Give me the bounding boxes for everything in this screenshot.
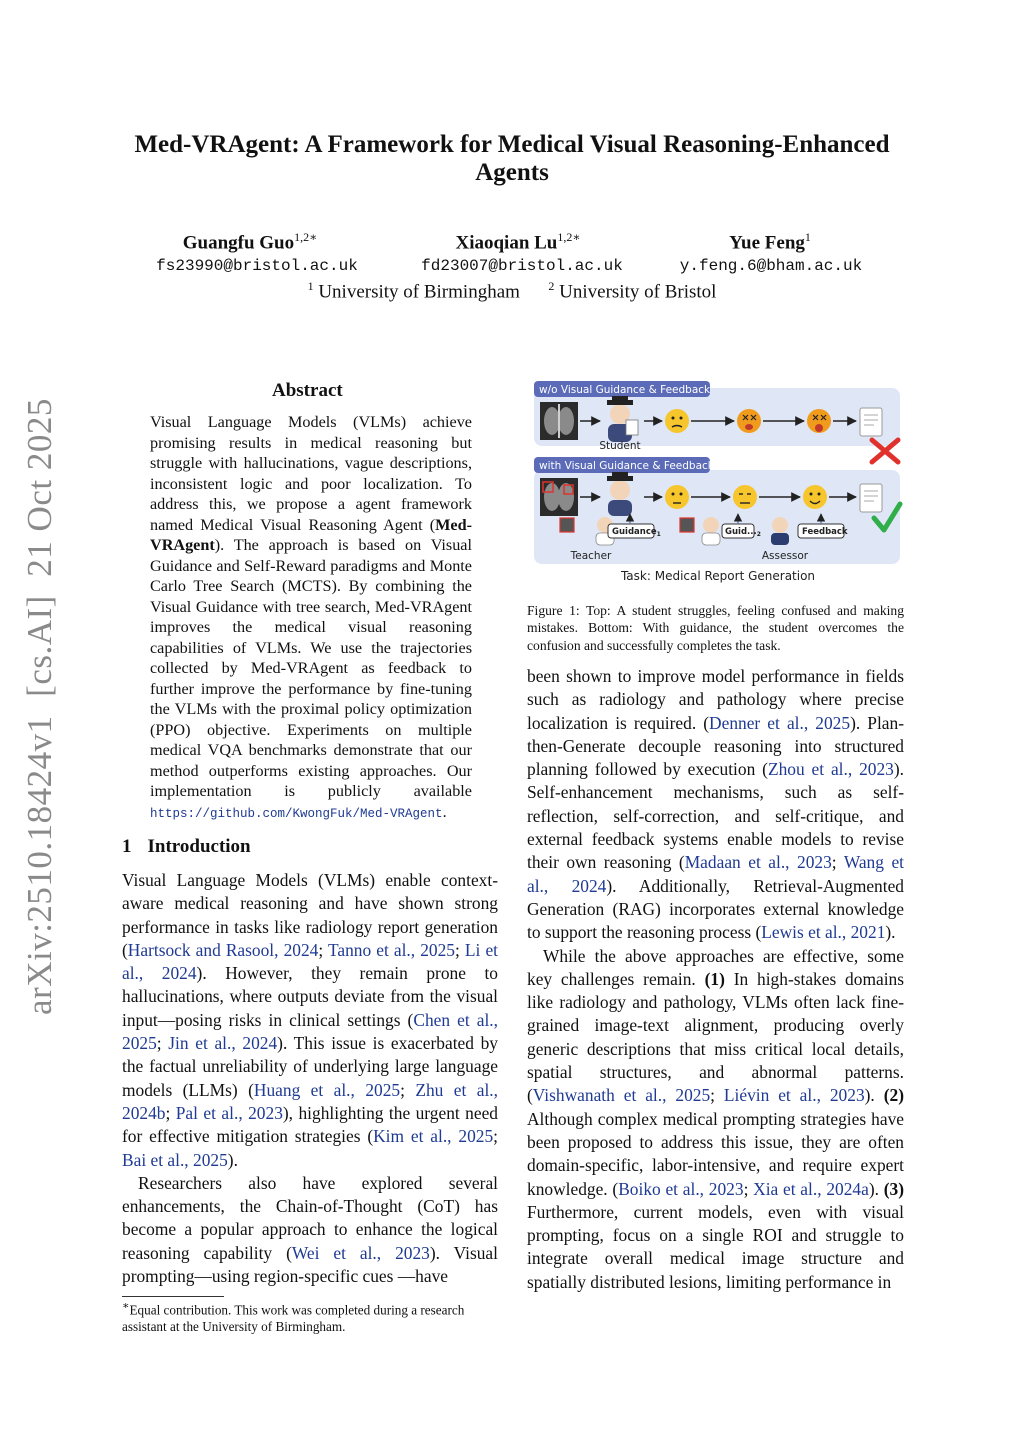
author-2-name bbox=[428, 230, 608, 254]
text-run: ). bbox=[864, 1085, 884, 1106]
author-affil-sup: 1,2∗ bbox=[294, 230, 318, 244]
happy-face-icon bbox=[803, 485, 827, 509]
cite-year: 2025 bbox=[420, 939, 455, 960]
cite-year: 2025 bbox=[815, 712, 851, 733]
cite-year: 2024a bbox=[826, 1178, 869, 1199]
cite-author: Hartsock and Rasool bbox=[127, 939, 275, 960]
abstract-text: ). The approach is based on Visual Guidance and Self-Reward paradigms and Monte Carlo Tree Search (MCTS). By combining the Visual Guidance with tree search, Med-VRAgent improves the medical visual reasoning capabilities of VLMs. We use the trajectories collected by Med-VRAgent as feedback to further improve the performance by fine-tuning the VLMs with the proximal policy optimization (PPO) objective. Experiments on multiple medical VQA benchmarks demonstrate that our method outperforms existing approaches. Our implementation is publicly available bbox=[150, 536, 472, 800]
confused-face-icon bbox=[665, 409, 689, 433]
text-run: ). Additionally, Retrieval-Augmented Generation (RAG) incorporates external knowledge to support the reasoning process ( bbox=[527, 875, 905, 943]
citation-link[interactable]: Jin et al., 2024 bbox=[168, 1033, 278, 1054]
cite-year: 2023 bbox=[797, 852, 832, 873]
citation-link[interactable]: Bai et al., 2025 bbox=[122, 1149, 228, 1170]
citation-link[interactable]: Boiko et al., 2023 bbox=[618, 1178, 744, 1199]
text-run: ). However, they remain prone to hallucinations, where outputs deviate from the visual input—posing risks in clinical settings ( bbox=[122, 963, 498, 1030]
neutral-face-icon bbox=[733, 485, 757, 509]
xray-image bbox=[540, 402, 578, 440]
text-run: While the above approaches are effective, some key challenges remain. bbox=[527, 945, 904, 989]
author-1-email: fs23990@bristol.ac.uk bbox=[156, 257, 358, 275]
section-heading-introduction bbox=[122, 836, 251, 858]
guidance-2-sub: 2 bbox=[756, 531, 761, 538]
footnote-mark: ∗ bbox=[122, 1300, 130, 1312]
cite-year: 2024 bbox=[571, 875, 607, 896]
text-run: ). bbox=[227, 1149, 238, 1170]
teacher-label: Teacher bbox=[570, 550, 612, 562]
text-run: ). Self-enhancement mechanisms, such as self-reflection, self-correction, and self-critique, and external feedback systems enable models to revise their own reasoning ( bbox=[527, 759, 904, 873]
abstract-end: . bbox=[442, 802, 447, 821]
cite-author: Li et al. bbox=[122, 939, 499, 984]
text-run: Furthermore, current models, even with visual prompting, focus on a single ROI and struggle to integrate overall medical image structure and spatially distributed lesions, limiting performance in bbox=[527, 1201, 904, 1292]
abstract-text: Visual Language Models (VLMs) achieve promising results in medical reasoning but struggle with hallucinations, vague descriptions, inconsistent logic and poor localization. To address this, we propose a agent framework named Medical Visual Reasoning Agent ( bbox=[150, 413, 472, 534]
paper-title: Med-VRAgent: A Framework for Medical Visual Reasoning-Enhanced Agents bbox=[134, 131, 890, 186]
cite-author: Wang et al. bbox=[527, 852, 904, 896]
cite-author: Jin et al. bbox=[168, 1033, 232, 1054]
citation-link[interactable]: Chen et al., 2025 bbox=[122, 1009, 498, 1054]
text-run: Researchers also have explored several enhancements, the Chain-of-Thought (CoT) has become a popular approach to enhance the logical reasoning capability ( bbox=[122, 1172, 498, 1263]
author-name-text: Yue Feng bbox=[729, 232, 805, 254]
dizzy-face-icon bbox=[737, 409, 761, 433]
intro-right-column bbox=[527, 665, 904, 1294]
citation-link[interactable]: Zhou et al., 2023 bbox=[767, 759, 894, 780]
cite-year: 2024 bbox=[283, 939, 319, 960]
guidance-2-text: Guid... bbox=[725, 527, 757, 537]
cite-year: 2024b bbox=[122, 1102, 166, 1123]
cite-year: 2025 bbox=[122, 1033, 157, 1054]
author-1-name bbox=[160, 230, 340, 254]
citation-link[interactable]: Vishwanath et al., 2025 bbox=[532, 1085, 711, 1106]
xray-image-annotated bbox=[540, 478, 578, 516]
citation-link[interactable]: Hartsock and Rasool, 2024 bbox=[127, 939, 319, 960]
cite-year: 2025 bbox=[193, 1149, 228, 1170]
citation-link[interactable]: Huang et al., 2025 bbox=[253, 1079, 401, 1100]
cite-author: Madaan et al. bbox=[684, 852, 786, 873]
section-number: 1 bbox=[122, 836, 132, 857]
text-run: ). Plan-then-Generate decouple reasoning into structured planning followed by execution ( bbox=[527, 712, 904, 780]
cite-author: Vishwanath et al. bbox=[532, 1085, 663, 1106]
cite-year: 2025 bbox=[365, 1079, 401, 1100]
challenge-marker: (1) bbox=[704, 968, 725, 989]
report-document-icon bbox=[860, 408, 882, 436]
cite-author: Lewis et al. bbox=[761, 922, 842, 943]
guidance-2-label bbox=[725, 527, 761, 538]
guidance-1-label bbox=[612, 527, 661, 538]
cite-year: 2023 bbox=[859, 759, 894, 780]
cite-year: 2023 bbox=[708, 1178, 744, 1199]
right-paragraph-2: While the above approaches are effective, some key challenges remain. (1) In high-stakes domains like radiology and pathology, VLMs often lack fine-grained image-text alignment, producing overly generic descriptions that miss critical local details, spatial structures, and abnormal patterns. (Vishwanath et al., 2025; Liévin et al., 2023). (2) Although complex medical prompting strategies have been proposed to address this issue, they are often domain-specific, labor-intensive, and require expert knowledge. (Boiko et al., 2023; Xia et al., 2024a). (3) Furthermore, current models, even with visual prompting, focus on a single ROI and struggle to integrate overall medical image structure and spatially distributed lesions, limiting performance in bbox=[527, 945, 905, 1292]
section-title: Introduction bbox=[147, 836, 251, 857]
affil-1-name: University of Birmingham bbox=[318, 281, 520, 303]
figure-task-label: Task: Medical Report Generation bbox=[620, 569, 816, 583]
cite-author: Denner et al. bbox=[709, 712, 804, 733]
cite-author: Bai et al. bbox=[122, 1149, 185, 1170]
abstract-heading: Abstract bbox=[272, 380, 343, 401]
affil-2-sup: 2 bbox=[548, 279, 555, 293]
abstract-body bbox=[150, 412, 472, 824]
top-panel-label: w/o Visual Guidance & Feedback bbox=[539, 384, 711, 396]
text-run: ), highlighting the urgent need for effective mitigation strategies ( bbox=[122, 1102, 498, 1147]
text-run: ). This issue is exacerbated by the factual unreliability of underlying large language models (LLMs) ( bbox=[122, 1033, 498, 1100]
figure-1-caption bbox=[527, 602, 904, 654]
citation-link[interactable]: Denner et al., 2025 bbox=[709, 712, 851, 733]
author-affil-sup: 1,2∗ bbox=[557, 230, 581, 244]
cite-year: 2025 bbox=[458, 1126, 494, 1147]
text-run: ). bbox=[868, 1178, 884, 1199]
author-3-name bbox=[690, 230, 850, 254]
repo-link[interactable]: https://github.com/KwongFuk/Med-VRAgent bbox=[150, 806, 443, 821]
cite-author: Xia et al. bbox=[753, 1178, 818, 1199]
cite-year: 2024 bbox=[161, 963, 197, 984]
citation-link[interactable]: Xia et al., 2024a bbox=[753, 1178, 869, 1199]
guidance-1-sub: 1 bbox=[656, 531, 661, 538]
citation-link[interactable]: Wang et al., 2024 bbox=[527, 852, 904, 896]
cite-author: Kim et al. bbox=[373, 1126, 448, 1147]
text-run: Visual Language Models (VLMs) enable context-aware medical reasoning and have shown strong performance in tasks like radiology report generation ( bbox=[122, 870, 498, 960]
text-run: ). Visual prompting—using region-specific cues —have bbox=[122, 1242, 498, 1287]
right-paragraph-1: been shown to improve model performance in fields such as radiology and pathology where precise localization is required. (Denner et al., 2025). Plan-then-Generate decouple reasoning into structured planning followed by execution (Zhou et al., 2023). Self-enhancement mechanisms, such as self-reflection, self-correction, and self-critique, and external feedback systems enable models to revise their own reasoning (Madaan et al., 2023; Wang et al., 2024). Additionally, Retrieval-Augmented Generation (RAG) incorporates external knowledge to support the reasoning process (Lewis et al., 2021). bbox=[527, 666, 905, 943]
author-name-text: Guangfu Guo bbox=[182, 232, 295, 254]
text-run: been shown to improve model performance in fields such as radiology and pathology where precise localization is required. ( bbox=[527, 666, 904, 733]
footnote-text: Equal contribution. This work was completed during a research assistant at the University of Birmingham. bbox=[122, 1302, 465, 1335]
cite-year: 2024 bbox=[242, 1033, 278, 1054]
guidance-1-text: Guidance bbox=[612, 527, 657, 537]
intro-left-column bbox=[122, 869, 498, 1288]
cite-author: Boiko et al. bbox=[618, 1178, 700, 1199]
citation-link[interactable]: Lewis et al., 2021 bbox=[761, 922, 886, 943]
distressed-face-icon bbox=[807, 409, 831, 433]
author-affil-sup: 1 bbox=[804, 230, 811, 244]
author-3-email: y.feng.6@bham.ac.uk bbox=[679, 257, 863, 275]
bottom-panel-label: with Visual Guidance & Feedback bbox=[539, 460, 714, 472]
citation-link[interactable]: Tanno et al., 2025 bbox=[327, 939, 455, 960]
citation-link[interactable]: Kim et al., 2025 bbox=[373, 1126, 494, 1147]
student-avatar-icon bbox=[607, 472, 633, 516]
affiliations bbox=[0, 279, 1024, 303]
cite-author: Liévin et al. bbox=[723, 1085, 817, 1106]
author-name-text: Xiaoqian Lu bbox=[455, 232, 558, 254]
citation-link[interactable]: Madaan et al., 2023 bbox=[684, 852, 832, 873]
text-run: ). bbox=[885, 922, 896, 943]
caption-text: Top: A student struggles, feeling confused and making mistakes. Bottom: With guidance, the student overcomes the confusion and successfully completes the task. bbox=[527, 603, 904, 653]
student-label: Student bbox=[599, 440, 641, 452]
text-run: Although complex medical prompting strategies have been proposed to address this issue, they are often domain-specific, labor-intensive, and require expert knowledge. ( bbox=[527, 1108, 904, 1199]
caption-label: Figure 1: bbox=[527, 603, 580, 618]
footnote bbox=[122, 1298, 502, 1335]
citation-link[interactable]: Li et al., 2024 bbox=[122, 939, 499, 984]
challenge-marker: (3) bbox=[883, 1178, 905, 1199]
report-document-icon bbox=[860, 484, 882, 512]
affil-1-sup: 1 bbox=[307, 279, 314, 293]
intro-paragraph-2 bbox=[122, 1172, 498, 1288]
feedback-label: Feedback bbox=[802, 527, 848, 537]
affil-2-name: University of Bristol bbox=[559, 281, 717, 303]
cite-author: Wei et al. bbox=[291, 1242, 377, 1263]
cite-year: 2023 bbox=[829, 1085, 865, 1106]
text-run: In high-stakes domains like radiology and pathology, VLMs often lack fine-grained image-text alignment, producing overly generic descriptions that miss critical local details, spatial structures, and abnormal patterns. ( bbox=[527, 968, 904, 1106]
cite-year: 2023 bbox=[248, 1102, 283, 1123]
thinking-face-icon bbox=[665, 485, 689, 509]
assessor-label: Assessor bbox=[761, 550, 809, 562]
cite-author: Zhou et al. bbox=[767, 759, 848, 780]
cite-year: 2025 bbox=[675, 1085, 711, 1106]
citation-link[interactable]: Zhu et al., 2024b bbox=[122, 1079, 498, 1123]
cite-author: Chen et al. bbox=[413, 1009, 494, 1030]
intro-paragraph-1: Visual Language Models (VLMs) enable context-aware medical reasoning and have shown strong performance in tasks like radiology report generation (Hartsock and Rasool, 2024; Tanno et al., 2025; Li et al., 2024). However, they remain prone to hallucinations, where outputs deviate from the visual input—posing risks in clinical settings (Chen et al., 2025; Jin et al., 2024). This issue is exacerbated by the factual unreliability of underlying large language models (LLMs) (Huang et al., 2025; Zhu et al., 2024b; Pal et al., 2023), highlighting the urgent need for effective mitigation strategies (Kim et al., 2025; Bai et al., 2025). bbox=[122, 870, 499, 1170]
cite-author: Tanno et al. bbox=[327, 939, 411, 960]
citation-link[interactable]: Wei et al., 2023 bbox=[291, 1242, 430, 1263]
citation-link[interactable]: Pal et al., 2023 bbox=[175, 1102, 283, 1123]
cite-author: Zhu et al. bbox=[415, 1079, 494, 1100]
citation-link[interactable]: Liévin et al., 2023 bbox=[723, 1085, 865, 1106]
challenge-marker: (2) bbox=[883, 1085, 904, 1106]
footnote-divider bbox=[122, 1296, 224, 1297]
method-name: Med-VRAgent bbox=[150, 515, 472, 554]
cite-year: 2023 bbox=[395, 1242, 430, 1263]
author-2-email: fd23007@bristol.ac.uk bbox=[421, 257, 623, 275]
cite-year: 2021 bbox=[850, 922, 886, 943]
cite-author: Huang et al. bbox=[253, 1079, 351, 1100]
cite-author: Pal et al. bbox=[175, 1102, 239, 1123]
arxiv-identifier: arXiv:2510.18424v1 [cs.AI] 21 Oct 2025 bbox=[20, 398, 59, 1015]
figure-1-diagram bbox=[534, 378, 904, 588]
